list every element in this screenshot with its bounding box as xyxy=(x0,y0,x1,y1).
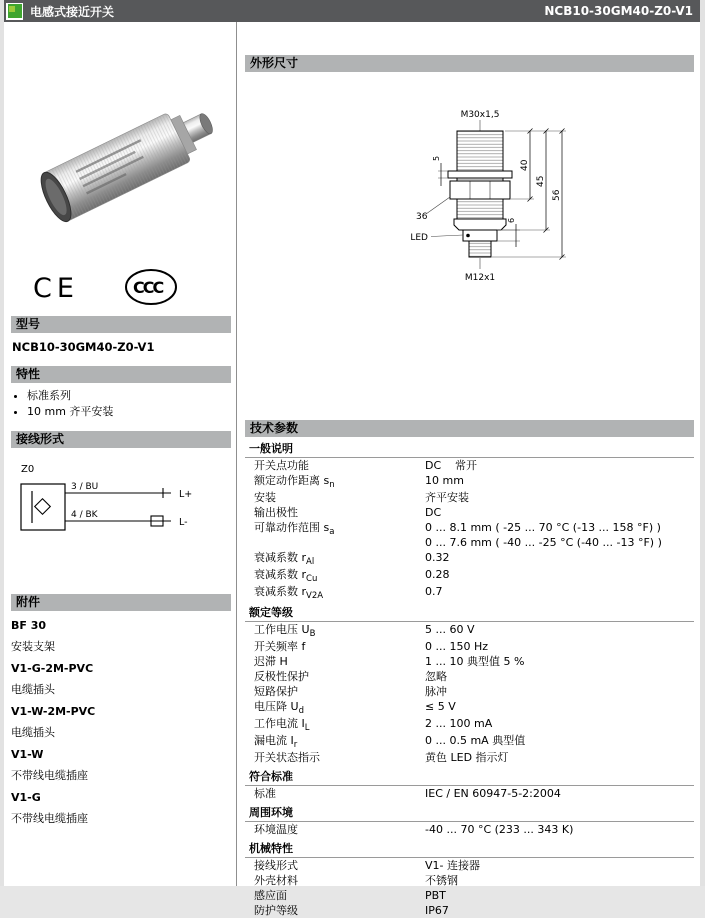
tech-row-label: 环境温度 xyxy=(254,823,298,836)
tech-row-value: 0 ... 0.5 mA 典型值 xyxy=(425,734,526,747)
tech-row-value: 齐平安装 xyxy=(425,491,469,504)
tech-row xyxy=(245,699,694,716)
dim-label-6: 6 xyxy=(506,217,516,223)
ce-mark xyxy=(33,271,91,303)
tech-row xyxy=(245,858,694,873)
led-label: LED xyxy=(409,233,428,243)
product-code: NCB10-30GM40-Z0-V1 xyxy=(544,4,693,18)
wiring-diagram xyxy=(11,448,231,594)
model-number: NCB10-30GM40-Z0-V1 xyxy=(12,340,155,354)
tech-row xyxy=(245,733,694,750)
tech-row-label: 可靠动作范围 $s_a$ xyxy=(254,521,335,537)
tech-row-label: 衰减系数 $r_{Al}$ xyxy=(254,551,315,567)
tech-row xyxy=(245,622,694,639)
wiring-pin1-target: L+ xyxy=(179,489,193,500)
accessories-list xyxy=(11,619,231,826)
tech-row xyxy=(245,639,694,654)
tech-row xyxy=(245,903,694,918)
svg-text:CCC: CCC xyxy=(133,278,163,297)
tech-row-value: 0 ... 8.1 mm ( -25 ... 70 °C (-13 ... 158 °F) ) 0 ... 7.6 mm ( -40 ... -25 °C (-40 ... -13 °F) ) xyxy=(425,521,662,549)
tech-subsection-title: 周围环境 xyxy=(245,803,694,822)
tech-row-value: 1 ... 10 典型值 5 % xyxy=(425,655,525,668)
connection-section-header: 接线形式 xyxy=(11,431,231,448)
dim-label-56: 56 xyxy=(551,189,562,201)
tech-row-label: 防护等级 xyxy=(254,904,298,917)
tech-row xyxy=(245,716,694,733)
tech-row-label: 迟滞 H xyxy=(254,655,288,668)
tech-row xyxy=(245,654,694,669)
header-bar xyxy=(4,0,700,22)
tech-row-value: V1- 连接器 xyxy=(425,859,480,872)
accessory-name: V1-G xyxy=(11,791,41,804)
tech-row xyxy=(245,458,694,473)
feature-item: • 10 mm 齐平安装 xyxy=(27,404,231,420)
accessory-desc: 电缆插头 xyxy=(11,726,55,739)
dimensions-section-header: 外形尺寸 xyxy=(245,55,694,72)
accessory-name: BF 30 xyxy=(11,619,47,632)
tech-table xyxy=(245,439,694,918)
tech-section-header-bar: 技术参数 xyxy=(245,420,694,437)
tech-row-label: 安装 xyxy=(254,491,276,504)
tech-row-value: 5 ... 60 V xyxy=(425,623,475,636)
accessory-desc: 安装支架 xyxy=(11,640,55,653)
svg-text:CE: CE xyxy=(33,273,79,304)
tech-row-value: 不锈钢 xyxy=(425,874,458,887)
tech-row-value: 2 ... 100 mA xyxy=(425,717,493,730)
tech-row-value: -40 ... 70 °C (233 ... 343 K) xyxy=(425,823,574,836)
tech-row xyxy=(245,567,694,584)
tech-row-value: 0 ... 150 Hz xyxy=(425,640,489,653)
tech-row-label: 外壳材料 xyxy=(254,874,298,887)
wiring-variant-label: Z0 xyxy=(21,464,35,475)
tech-row xyxy=(245,873,694,888)
tech-row xyxy=(245,490,694,505)
tech-row xyxy=(245,669,694,684)
dim-label-m12: M12x1 xyxy=(464,273,495,283)
wiring-pin2-target: L- xyxy=(179,517,188,528)
tech-subsection-title: 机械特性 xyxy=(245,839,694,858)
tech-row-label: 反极性保护 xyxy=(254,670,309,683)
accessory-desc: 电缆插头 xyxy=(11,683,55,696)
tech-row-label: 额定动作距离 $s_n$ xyxy=(254,474,335,490)
feature-item: • 标准系列 xyxy=(27,388,231,404)
tech-row-value: PBT xyxy=(425,889,446,902)
tech-row-label: 电压降 $U_d$ xyxy=(254,700,304,716)
tech-row-label: 衰减系数 $r_{Cu}$ xyxy=(254,568,318,584)
accessory-name: V1-W xyxy=(11,748,44,761)
tech-row-label: 开关频率 f xyxy=(254,640,306,653)
tech-subsection-title: 一般说明 xyxy=(245,439,694,458)
wiring-pin1-label: 3 / BU xyxy=(71,482,99,492)
features-section-header: 特性 xyxy=(11,366,231,383)
tech-row-label: 接线形式 xyxy=(254,859,298,872)
tech-row-value: DC xyxy=(425,506,442,519)
features-list xyxy=(11,383,231,431)
accessory-desc: 不带线电缆插座 xyxy=(11,812,88,825)
tech-row xyxy=(245,473,694,490)
tech-row-value: DC 常开 xyxy=(425,459,477,472)
certification-marks xyxy=(11,258,231,316)
tech-row xyxy=(245,888,694,903)
tech-row xyxy=(245,520,694,550)
tech-row xyxy=(245,786,694,801)
tech-row-label: 工作电压 $U_B$ xyxy=(254,623,316,639)
tech-row-value: 0.7 xyxy=(425,585,443,598)
right-column xyxy=(237,22,700,917)
tech-row-label: 漏电流 $I_r$ xyxy=(254,734,298,750)
accessories-section-header: 附件 xyxy=(11,594,231,611)
dim-label-m30: M30x1,5 xyxy=(460,110,499,120)
tech-row-value: 忽略 xyxy=(425,670,447,683)
tech-row-value: 0.32 xyxy=(425,551,450,564)
wiring-pin2-label: 4 / BK xyxy=(71,510,98,520)
brand-logo-icon xyxy=(6,3,23,20)
tech-row-label: 工作电流 $I_L$ xyxy=(254,717,310,733)
tech-row-value: 10 mm xyxy=(425,474,464,487)
left-column xyxy=(4,22,237,886)
tech-row-label: 短路保护 xyxy=(254,685,298,698)
tech-row-value: IP67 xyxy=(425,904,449,917)
model-section-header: 型号 xyxy=(11,316,231,333)
tech-row-label: 开关点功能 xyxy=(254,459,309,472)
tech-row-label: 感应面 xyxy=(254,889,287,902)
product-photo xyxy=(11,58,231,258)
tech-row-value: 黄色 LED 指示灯 xyxy=(425,751,509,764)
accessory-desc: 不带线电缆插座 xyxy=(11,769,88,782)
dimension-drawing xyxy=(245,72,694,420)
ccc-mark xyxy=(123,267,181,307)
page-title: 电感式接近开关 xyxy=(30,4,115,19)
tech-row-label: 开关状态指示 xyxy=(254,751,320,764)
tech-row-value: 0.28 xyxy=(425,568,450,581)
dim-label-36: 36 xyxy=(415,212,427,222)
accessory-name: V1-G-2M-PVC xyxy=(11,662,94,675)
tech-row-label: 标准 xyxy=(254,787,276,800)
tech-row-label: 衰减系数 $r_{V2A}$ xyxy=(254,585,324,601)
tech-row-value: ≤ 5 V xyxy=(425,700,456,713)
tech-row xyxy=(245,684,694,699)
tech-row xyxy=(245,505,694,520)
dim-label-45: 45 xyxy=(535,175,546,187)
tech-row-value: IEC / EN 60947-5-2:2004 xyxy=(425,787,561,800)
tech-row xyxy=(245,584,694,601)
tech-row xyxy=(245,550,694,567)
tech-row xyxy=(245,750,694,765)
dim-label-5: 5 xyxy=(431,155,441,161)
tech-row-label: 输出极性 xyxy=(254,506,298,519)
tech-subsection-title: 符合标准 xyxy=(245,767,694,786)
accessory-name: V1-W-2M-PVC xyxy=(11,705,96,718)
tech-row xyxy=(245,822,694,837)
tech-subsection-title: 额定等级 xyxy=(245,603,694,622)
dim-label-40: 40 xyxy=(519,159,530,171)
tech-row-value: 脉冲 xyxy=(425,685,447,698)
